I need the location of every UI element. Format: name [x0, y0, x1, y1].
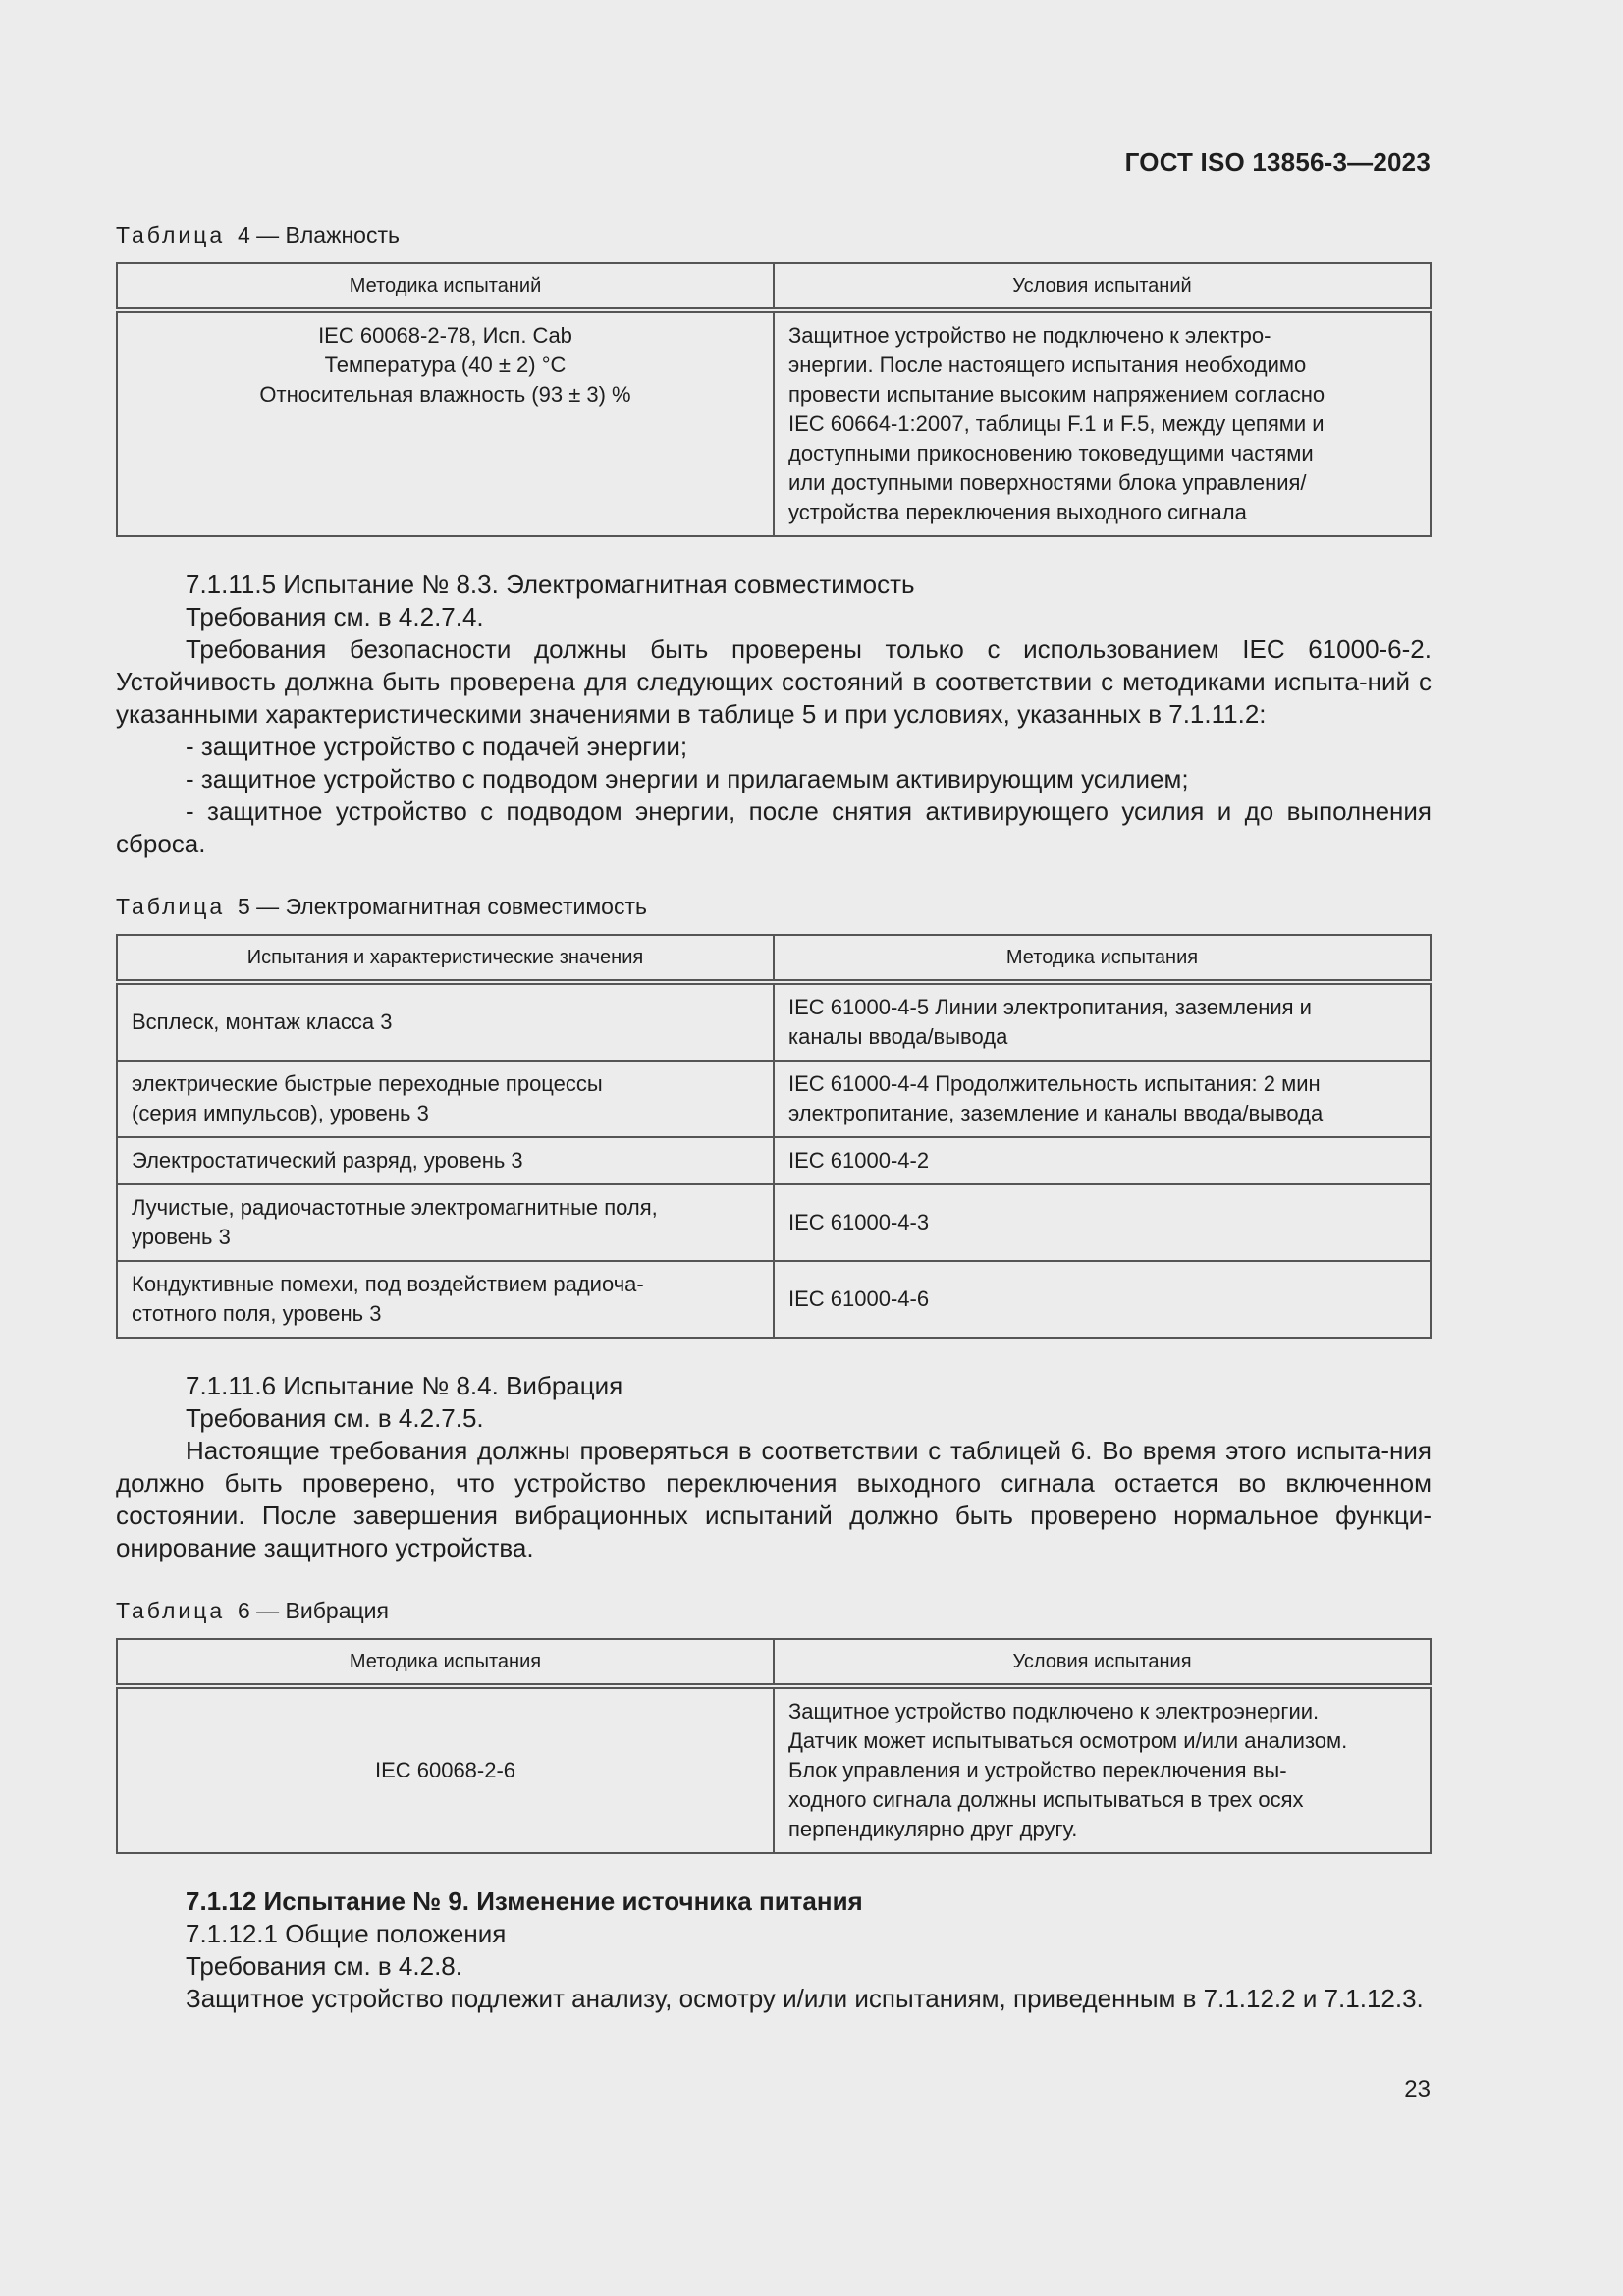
table-row	[117, 1061, 1431, 1137]
table-row	[117, 1261, 1431, 1338]
list-item: - защитное устройство с подачей энергии;	[186, 732, 688, 761]
page-number: 23	[1404, 2076, 1431, 2103]
table5-test-cell: электрические быстрые переходные процессы (серия импульсов), уровень 3	[117, 1061, 774, 1137]
list-item: - защитное устройство с подводом энергии, после снятия активирующего усилия и до выполнения сброса.	[116, 796, 1432, 858]
table4-header-method: Методика испытаний	[117, 263, 774, 310]
table5-caption: Таблица 5 — Электромагнитная совместимость	[116, 894, 647, 919]
table-row	[117, 982, 1431, 1061]
table5-method-cell: IEC 61000-4-2	[774, 1137, 1431, 1184]
table6-method-cell: IEC 60068-2-6	[117, 1686, 774, 1853]
table-row	[117, 1137, 1431, 1184]
table5	[116, 934, 1432, 1339]
table5-method-cell: IEC 61000-4-5 Линии электропитания, заземления и каналы ввода/вывода	[774, 982, 1431, 1061]
section-ref: Требования см. в 4.2.7.5.	[186, 1403, 484, 1433]
table6-header-method: Методика испытания	[117, 1639, 774, 1686]
page-content	[116, 222, 1432, 2015]
subsection-heading-7-1-12-1: 7.1.12.1 Общие положения	[186, 1919, 507, 1948]
table6	[116, 1638, 1432, 1854]
table6-conditions-cell: Защитное устройство подключено к электроэнергии. Датчик может испытываться осмотром и/или анализом. Блок управления и устройство переключения вы- ходного сигнала должны испытываться в трех осях перпендикулярно друг другу.	[774, 1686, 1431, 1853]
table6-caption: Таблица 6 — Вибрация	[116, 1598, 389, 1623]
document-code: ГОСТ ISO 13856-3—2023	[1124, 147, 1431, 177]
section-heading-7-1-11-5: 7.1.11.5 Испытание № 8.3. Электромагнитная совместимость	[186, 570, 915, 599]
table-row	[117, 1184, 1431, 1261]
table5-method-cell: IEC 61000-4-6	[774, 1261, 1431, 1338]
table5-test-cell: Всплеск, монтаж класса 3	[117, 982, 774, 1061]
table6-header-conditions: Условия испытания	[774, 1639, 1431, 1686]
section-heading-7-1-11-6: 7.1.11.6 Испытание № 8.4. Вибрация	[186, 1371, 623, 1400]
list-item: - защитное устройство с подводом энергии и прилагаемым активирующим усилием;	[186, 764, 1189, 793]
table4-caption: Таблица 4 — Влажность	[116, 222, 400, 247]
table5-method-cell: IEC 61000-4-4 Продолжительность испытания: 2 мин электропитание, заземление и каналы ввода/вывода	[774, 1061, 1431, 1137]
section-heading-7-1-12: 7.1.12 Испытание № 9. Изменение источника питания	[186, 1886, 863, 1916]
table-row	[117, 310, 1431, 536]
section-ref: Требования см. в 4.2.7.4.	[186, 602, 484, 631]
section-ref: Требования см. в 4.2.8.	[186, 1951, 462, 1981]
section-body: Требования безопасности должны быть проверены только с использованием IEC 61000-6-2. Устойчивость должна быть проверена для следующих состояний в соответствии с методиками испыта-ний с указанными характеристическими значениями в таблице 5 и при условиях, указанных в 7.1.11.2:	[116, 634, 1432, 729]
table5-method-cell: IEC 61000-4-3	[774, 1184, 1431, 1261]
section-body: Защитное устройство подлежит анализу, осмотру и/или испытаниям, приведенным в 7.1.12.2 и 7.1.12.3.	[186, 1984, 1424, 2013]
table4-conditions-cell: Защитное устройство не подключено к электро- энергии. После настоящего испытания необходимо провести испытание высоким напряжением согласно IEC 60664-1:2007, таблицы F.1 и F.5, между цепями и доступными прикосновению токоведущими частями или доступными поверхностями блока управления/ устройства переключения выходного сигнала	[774, 310, 1431, 536]
table4-method-cell: IEC 60068-2-78, Исп. Cab Температура (40 ± 2) °C Относительная влажность (93 ± 3) %	[117, 310, 774, 536]
table5-test-cell: Электростатический разряд, уровень 3	[117, 1137, 774, 1184]
table4	[116, 262, 1432, 537]
table5-header-test: Испытания и характеристические значения	[117, 935, 774, 982]
table4-header-conditions: Условия испытаний	[774, 263, 1431, 310]
table-row	[117, 1686, 1431, 1853]
section-body: Настоящие требования должны проверяться в соответствии с таблицей 6. Во время этого испыта-ния должно быть проверено, что устройство переключения выходного сигнала остается во включенном состоянии. После завершения вибрационных испытаний должно быть проверено нормальное функци-онирование защитного устройства.	[116, 1436, 1432, 1562]
table5-test-cell: Кондуктивные помехи, под воздействием радиоча- стотного поля, уровень 3	[117, 1261, 774, 1338]
table5-header-method: Методика испытания	[774, 935, 1431, 982]
table5-test-cell: Лучистые, радиочастотные электромагнитные поля, уровень 3	[117, 1184, 774, 1261]
